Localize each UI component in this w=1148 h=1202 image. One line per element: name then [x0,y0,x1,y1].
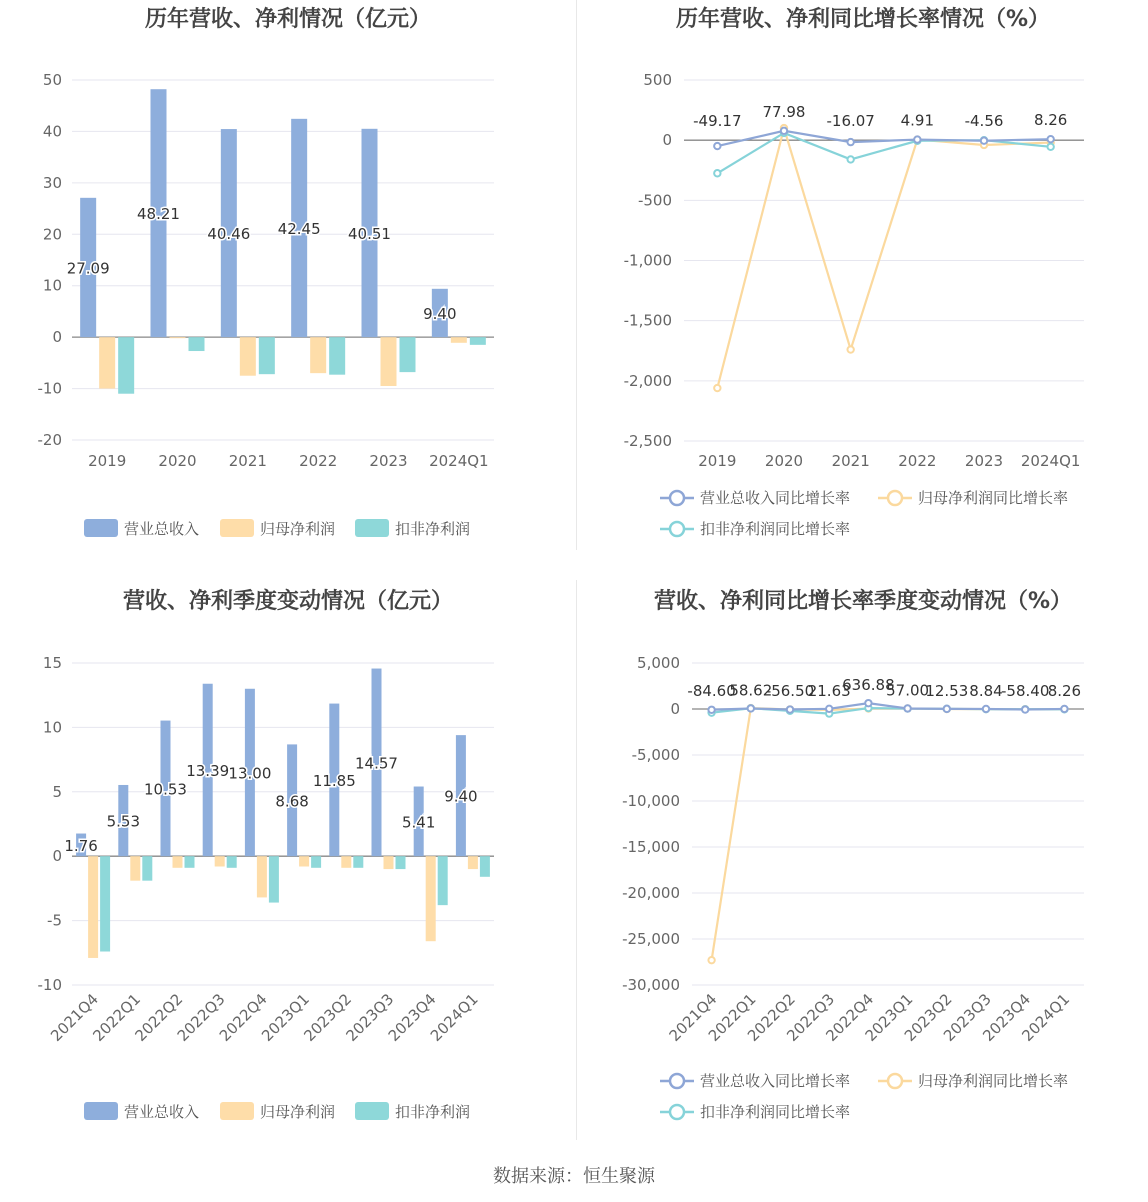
legend-label: 扣非净利润 [395,520,471,538]
bar-parent-profit [310,337,326,373]
x-tick-label: 2019 [698,452,737,470]
bar-deducted-profit [259,337,275,374]
legend-swatch[interactable] [220,1102,254,1120]
bar-parent-profit [99,337,115,388]
bar-parent-profit [130,856,140,880]
y-tick-label: 40 [42,122,62,141]
data-label: -4.56 [964,112,1004,131]
data-label: 9.40 [423,304,457,323]
legend-label: 归母净利润 [260,520,336,538]
y-tick-label: 10 [42,276,62,295]
y-tick-label: 30 [42,173,62,192]
y-tick-label: 5,000 [637,654,680,672]
bar-deducted-profit [329,337,345,375]
y-tick-label: 500 [643,71,672,89]
data-point [847,346,853,352]
data-point [914,136,920,142]
x-tick-label: 2023Q3 [342,990,398,1045]
data-label: 48.21 [137,205,180,224]
legend-label: 扣非净利润同比增长率 [700,520,851,538]
legend-label: 归母净利润同比增长率 [918,1072,1069,1090]
legend-swatch[interactable] [220,519,254,537]
y-tick-label: -5,000 [631,746,680,764]
data-point [1047,136,1053,142]
x-tick-label: 2022 [299,452,338,470]
series-line-parent-profit [717,128,1050,388]
y-tick-label: -1,500 [623,311,672,330]
data-point [708,957,714,963]
x-tick-label: 2023Q4 [384,990,440,1045]
chart-title: 历年营收、净利情况（亿元） [144,7,432,32]
legend-swatch[interactable] [355,1102,389,1120]
data-point [983,706,989,712]
x-tick-label: 2024Q1 [1020,452,1081,470]
legend-label: 归母净利润同比增长率 [918,489,1069,507]
data-label: 57.00 [886,681,930,700]
bar-deducted-profit [353,856,363,868]
legend-marker[interactable] [670,1074,684,1088]
y-tick-label: -2,500 [623,432,672,450]
bar-deducted-profit [100,856,110,951]
data-label: 8.84 [969,681,1003,700]
data-label: 8.26 [1047,681,1082,700]
data-point [714,143,720,149]
quarterly-growth-rate-chart [578,580,1148,1140]
series-line-deducted-profit [717,133,1050,173]
data-point [847,139,853,145]
data-label: -49.17 [693,112,742,131]
legend-label: 扣非净利润 [395,1103,471,1121]
annual-growth-rate-chart [578,0,1148,560]
data-point [708,707,714,713]
data-label: 8.68 [275,792,309,811]
x-tick-label: 2021Q4 [47,990,102,1045]
legend-marker[interactable] [888,1074,902,1088]
bar-parent-profit [257,856,267,897]
data-point [1022,706,1028,712]
data-label: 10.53 [144,780,187,799]
x-tick-label: 2023Q4 [979,990,1035,1045]
y-tick-label: 0 [670,700,680,718]
x-tick-label: 2023Q1 [861,990,917,1045]
y-tick-label: -30,000 [622,976,680,994]
y-tick-label: -25,000 [622,930,680,948]
data-label: 636.88 [842,676,895,695]
legend-label: 营业总收入同比增长率 [700,1072,851,1090]
data-label: 11.85 [312,771,356,790]
x-tick-label: 2023 [369,452,408,470]
bar-parent-profit [299,856,309,866]
x-tick-label: 2020 [764,452,804,470]
data-label: 9.40 [444,787,478,806]
data-source: 数据来源：恒生聚源 [493,1166,655,1187]
data-label: 5.53 [106,812,141,831]
x-tick-label: 2023Q2 [300,990,356,1045]
chart-title: 营收、净利季度变动情况（亿元） [122,589,454,614]
legend-label: 营业总收入 [124,1103,200,1121]
data-label: 13.00 [228,764,272,783]
y-tick-label: -5 [47,911,62,930]
bar-deducted-profit [142,856,152,880]
bar-deducted-profit [185,856,195,868]
y-tick-label: -10,000 [622,792,680,810]
bar-deducted-profit [480,856,490,877]
data-label: 21.63 [807,681,851,700]
bar-parent-profit [173,856,183,868]
data-point [1061,706,1067,712]
data-label: 4.91 [900,111,935,130]
x-tick-label: 2020 [158,452,197,470]
bar-deducted-profit [400,337,416,372]
legend-marker[interactable] [670,522,684,536]
x-tick-label: 2022Q4 [215,990,271,1045]
x-tick-label: 2022Q2 [131,990,187,1045]
x-tick-label: 2023Q2 [900,990,956,1045]
data-label: 40.51 [348,224,391,243]
x-tick-label: 2022Q1 [704,990,760,1045]
y-tick-label: 20 [42,225,62,244]
y-tick-label: 5 [52,782,62,801]
data-label: 40.46 [207,225,251,244]
data-point [826,706,832,712]
data-label: 13.39 [186,761,230,780]
bar-parent-profit [240,337,256,376]
y-tick-label: 10 [42,718,62,737]
bar-parent-profit [381,337,397,386]
x-tick-label: 2024Q1 [1018,990,1074,1045]
data-label: 58.62 [729,681,773,700]
legend-label: 归母净利润 [260,1103,336,1121]
bar-parent-profit [451,337,467,343]
legend-label: 营业总收入 [124,520,200,538]
series-line-parent-profit [712,708,1065,960]
x-tick-label: 2024Q1 [429,452,489,470]
y-tick-label: -10 [37,976,62,994]
chart-title: 营收、净利同比增长率季度变动情况（%） [653,589,1073,614]
data-point [748,705,754,711]
legend-swatch[interactable] [84,1102,118,1120]
y-tick-label: -2,000 [623,371,672,390]
data-label: -56.50 [765,682,815,700]
chart-svg [578,580,1148,1140]
x-tick-label: 2021Q4 [665,990,721,1045]
data-label: 42.45 [277,219,321,238]
data-point [1047,144,1053,150]
chart-title: 历年营收、净利同比增长率情况（%） [675,7,1051,32]
y-tick-label: 0 [662,131,672,150]
y-tick-label: 15 [42,654,62,672]
legend-swatch[interactable] [84,519,118,537]
x-tick-label: 2019 [88,452,127,470]
bar-deducted-profit [438,856,448,905]
x-tick-label: 2024Q1 [426,990,482,1045]
chart-svg [0,580,576,1140]
x-tick-label: 2022Q1 [89,990,145,1045]
chart-svg [578,0,1148,560]
legend-marker[interactable] [888,491,902,505]
bar-parent-profit [215,856,225,866]
data-point [781,128,787,134]
bar-parent-profit [426,856,436,941]
bar-parent-profit [468,856,478,869]
legend-marker[interactable] [670,1105,684,1119]
bar-parent-profit [384,856,394,869]
x-tick-label: 2021 [228,452,267,470]
data-point [787,706,793,712]
bar-parent-profit [88,856,98,958]
y-tick-label: 0 [52,328,62,347]
data-label: -16.07 [826,112,875,131]
data-label: 77.98 [762,102,806,121]
x-tick-label: 2023 [964,452,1004,470]
data-label: -84.60 [687,682,736,700]
x-tick-label: 2022Q3 [173,990,229,1045]
y-tick-label: 0 [52,847,62,866]
x-tick-label: 2023Q3 [940,990,995,1045]
x-tick-label: 2022 [898,452,937,470]
data-label: -58.40 [1001,682,1050,700]
legend-label: 扣非净利润同比增长率 [700,1103,851,1121]
chart-svg [0,0,576,560]
legend-swatch[interactable] [355,519,389,537]
data-label: 1.76 [64,836,98,855]
x-tick-label: 2021 [831,452,870,470]
data-point [904,705,910,711]
legend-label: 营业总收入同比增长率 [700,489,851,507]
bar-parent-profit [341,856,351,868]
annual-revenue-profit-chart [0,0,576,560]
x-tick-label: 2022Q4 [822,990,878,1045]
bar-deducted-profit [470,337,486,345]
y-tick-label: -15,000 [622,838,680,856]
bar-deducted-profit [118,337,134,394]
data-label: 8.26 [1033,111,1068,130]
bar-deducted-profit [189,337,205,351]
data-point [981,138,987,144]
bar-deducted-profit [396,856,406,869]
data-point [714,170,720,176]
data-point [944,706,950,712]
bar-parent-profit [170,337,186,338]
y-tick-label: -20,000 [622,884,680,902]
data-label: 27.09 [66,259,110,278]
y-tick-label: -1,000 [623,251,672,270]
data-label: 14.57 [355,754,398,773]
legend-marker[interactable] [670,491,684,505]
vertical-divider-bottom [576,580,577,1140]
x-tick-label: 2022Q2 [744,990,799,1045]
y-tick-label: -500 [637,191,672,210]
y-tick-label: 50 [42,71,62,89]
bar-deducted-profit [269,856,279,902]
bar-deducted-profit [227,856,237,868]
x-tick-label: 2022Q3 [783,990,839,1045]
x-tick-label: 2023Q1 [258,990,313,1045]
data-label: 12.53 [925,681,969,700]
data-point [865,700,871,706]
quarterly-revenue-profit-chart [0,580,576,1140]
data-label: 5.41 [401,813,436,832]
bar-deducted-profit [311,856,321,868]
data-point [714,385,720,391]
vertical-divider-top [576,0,577,550]
y-tick-label: -20 [37,431,62,449]
data-point [847,156,853,162]
y-tick-label: -10 [37,379,62,398]
